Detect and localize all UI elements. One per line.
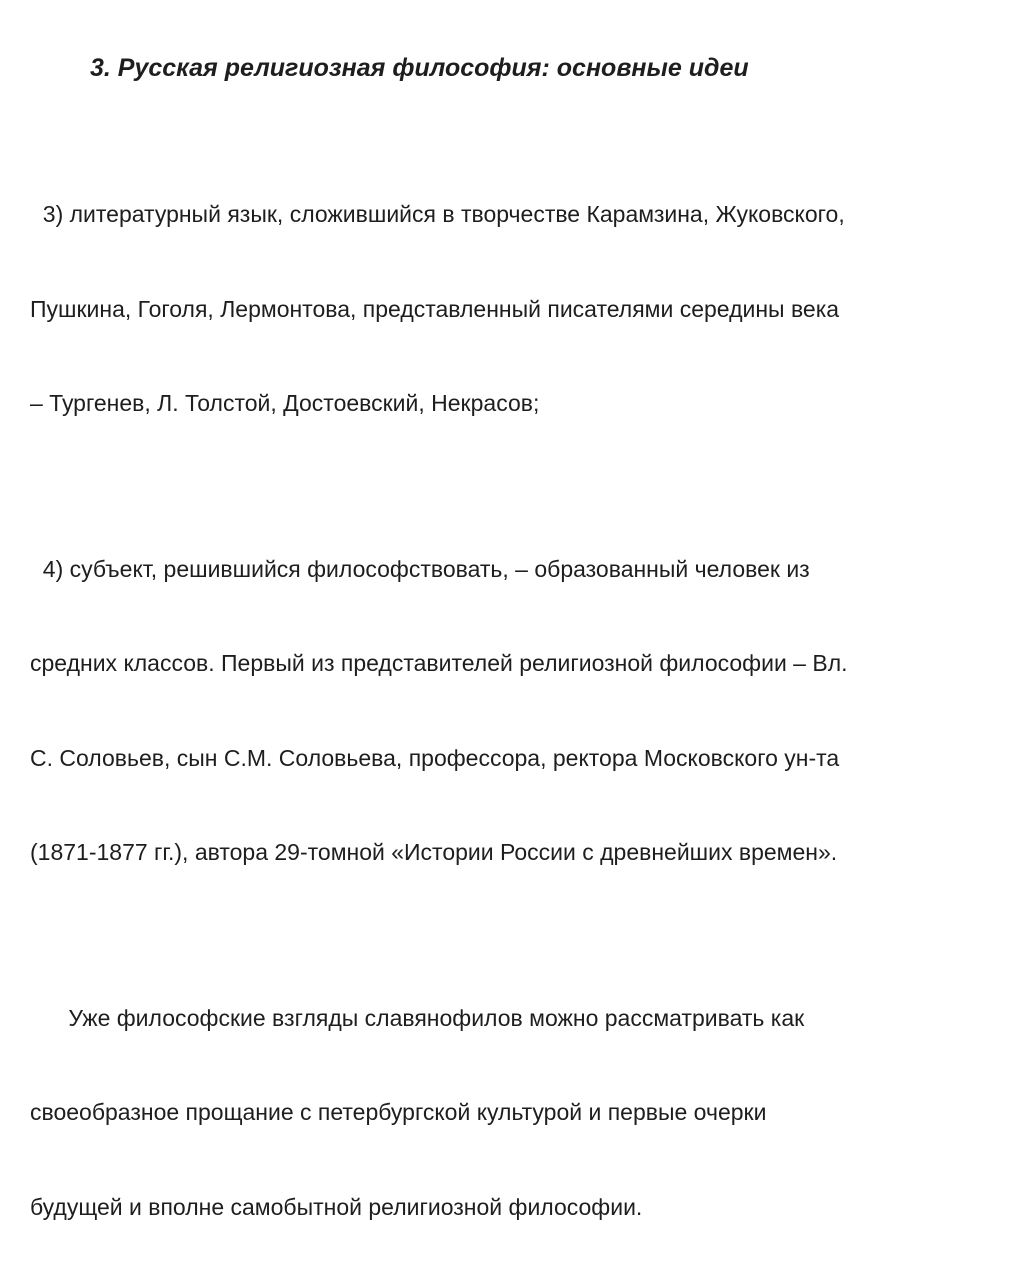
paragraph-subject — [30, 491, 1010, 932]
text-line: 3) литературный язык, сложившийся в творчестве Карамзина, Жуковского, — [30, 199, 1010, 231]
paragraph-slavophiles — [30, 940, 1010, 1286]
slide-title: 3. Русская религиозная философия: основные идеи — [90, 50, 970, 86]
text-line: будущей и вполне самобытной религиозной философии. — [30, 1192, 1010, 1224]
text-line: (1871-1877 гг.), автора 29-томной «Истории России с древнейших времен». — [30, 837, 1010, 869]
paragraph-literary-language — [30, 136, 1010, 483]
slide — [0, 0, 1024, 574]
text-line: – Тургенев, Л. Толстой, Достоевский, Некрасов; — [30, 388, 1010, 420]
text-line: Пушкина, Гоголя, Лермонтова, представленный писателями середины века — [30, 294, 1010, 326]
text-line: средних классов. Первый из представителей религиозной философии – Вл. — [30, 648, 1010, 680]
slide-body — [30, 136, 1010, 1286]
text-line: своеобразное прощание с петербургской культурой и первые очерки — [30, 1097, 1010, 1129]
text-line: Уже философские взгляды славянофилов можно рассматривать как — [30, 1003, 1010, 1035]
text-line: С. Соловьев, сын С.М. Соловьева, профессора, ректора Московского ун-та — [30, 743, 1010, 775]
text-line: 4) субъект, решившийся философствовать, – образованный человек из — [30, 554, 1010, 586]
